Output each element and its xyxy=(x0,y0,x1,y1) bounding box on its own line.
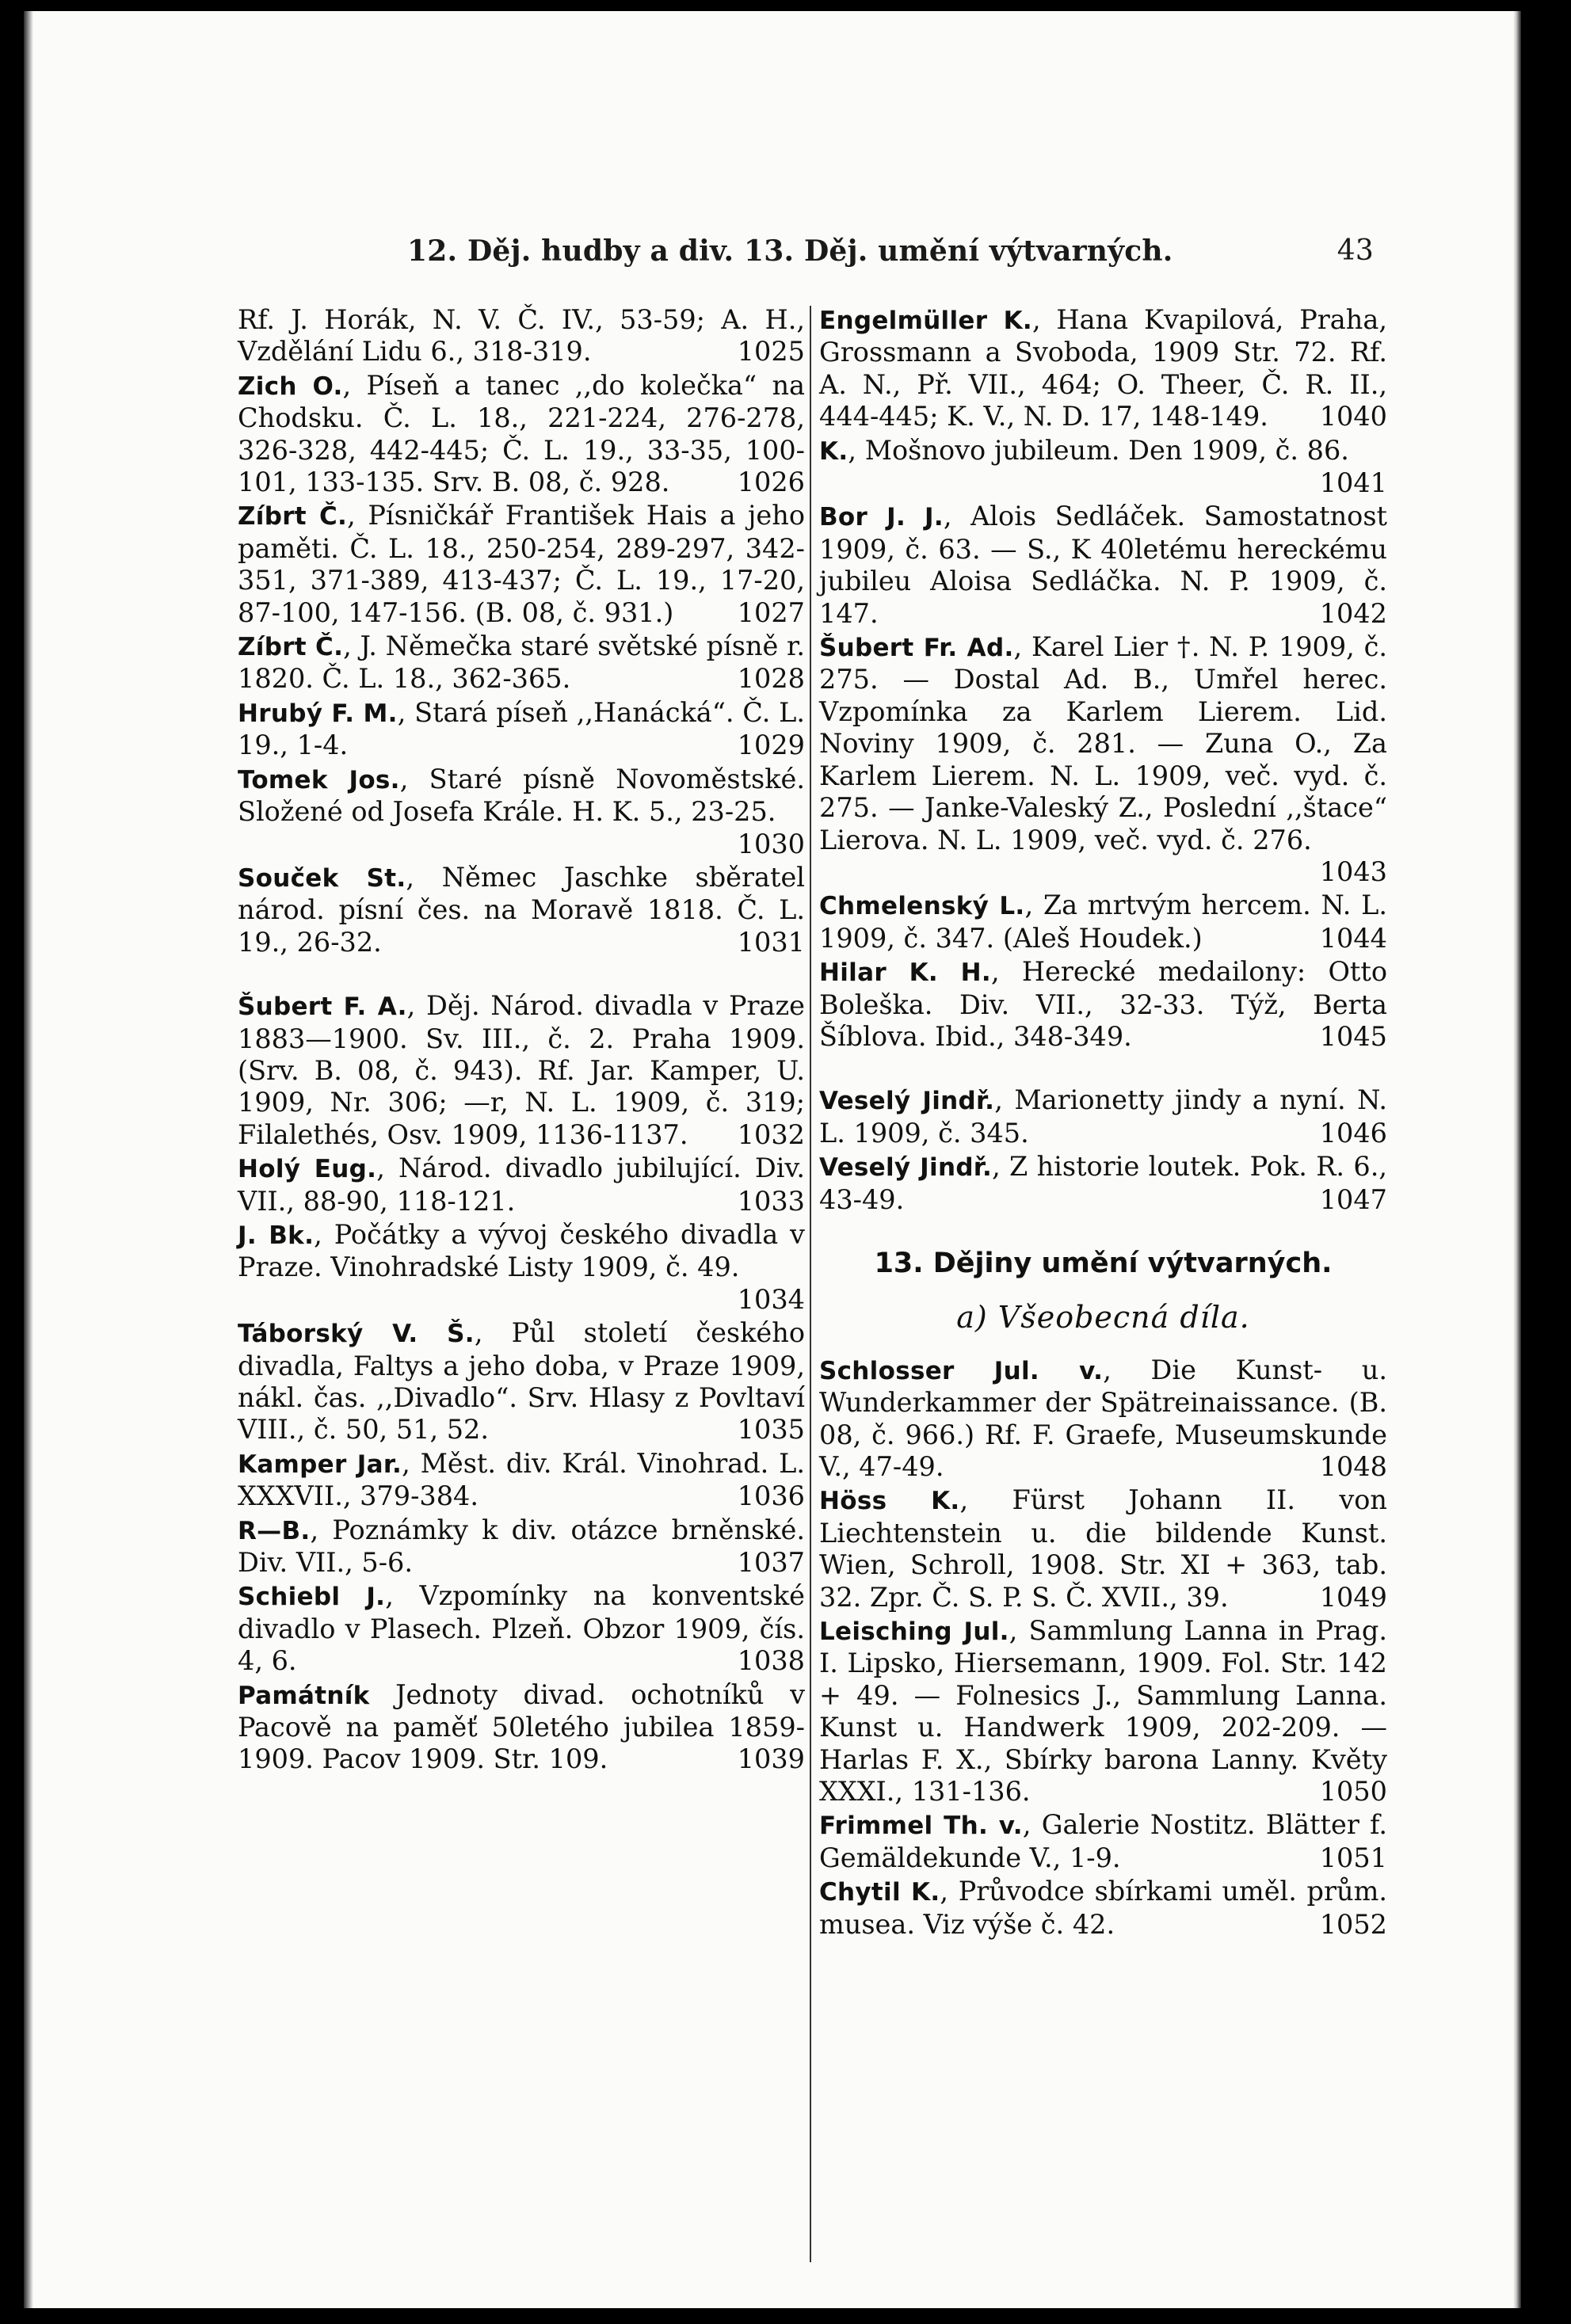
entry-author: Schiebl J. xyxy=(238,1583,386,1612)
entry-number: 1049 xyxy=(1319,1581,1387,1613)
bibliography-entry xyxy=(819,1876,1387,1941)
bibliography-entry xyxy=(819,435,1387,500)
entry-number: 1031 xyxy=(737,926,805,958)
entry-number: 1026 xyxy=(737,467,805,498)
bibliography-entry xyxy=(819,304,1387,433)
page-right-edge xyxy=(1513,11,1521,2308)
spacer xyxy=(819,1054,1387,1084)
entry-number: 1039 xyxy=(737,1743,805,1775)
entry-author: Šubert F. A. xyxy=(238,992,407,1022)
entry-author: Památník xyxy=(238,1681,370,1710)
right-entries-puppetry xyxy=(819,1084,1387,1216)
entry-text: , Měst. div. Král. Vinohrad. L. XXXVII., 379-384. xyxy=(238,1447,805,1512)
entry-author: Frimmel Th. v. xyxy=(819,1812,1023,1841)
right-column xyxy=(819,304,1387,1942)
entry-number: 1041 xyxy=(1319,467,1387,499)
entry-text: , Z historie loutek. Pok. R. 6., 43-49. xyxy=(819,1151,1387,1215)
entry-number: 1030 xyxy=(737,828,805,859)
bibliography-entry xyxy=(238,500,805,629)
spacer xyxy=(238,960,805,990)
entry-number: 1029 xyxy=(737,730,805,761)
entry-number: 1052 xyxy=(1319,1908,1387,1940)
entry-author: R—B. xyxy=(238,1516,311,1545)
bibliography-entry xyxy=(238,1679,805,1776)
entry-text: , Galerie Nostitz. Blätter f. Gemäldekunde V., 1-9. xyxy=(819,1809,1387,1873)
entry-text: , Písničkář František Hais a jeho paměti. Č. L. 18., 250-254, 289-297, 342-351, 371-389, 413-437; Č. L. 19., 17-20, 87-100, 147-156. (B. 08, č. 931.) xyxy=(238,500,806,628)
entry-author: Zich O. xyxy=(238,371,343,401)
bibliography-entry xyxy=(819,890,1387,954)
entry-author: Veselý Jindř. xyxy=(819,1153,993,1183)
entry-author: Höss K. xyxy=(819,1487,960,1516)
bibliography-entry xyxy=(819,1354,1387,1484)
bibliography-entry xyxy=(238,697,805,762)
entry-text: , Za mrtvým hercem. N. L. 1909, č. 347. (Aleš Houdek.) xyxy=(819,890,1387,954)
entry-author: Leisching Jul. xyxy=(819,1617,1009,1647)
entry-number: 1050 xyxy=(1319,1776,1387,1808)
entry-number: 1025 xyxy=(737,336,805,368)
bibliography-entry xyxy=(238,370,805,499)
bibliography-entry xyxy=(819,1615,1387,1808)
entry-author: Chmelenský L. xyxy=(819,892,1025,921)
entry-text: , Karel Lier †. N. P. 1909, č. 275. — Dostal Ad. B., Umřel herec. Vzpomínka za Karlem Lierem. Lid. Noviny 1909, č. 281. — Zuna O., Za Karlem Lierem. N. L. 1909, več. vyd. č. 275. — Janke-Valeský Z., Poslední ,,štace“ Lierova. N. L. 1909, več. vyd. č. 276. xyxy=(819,631,1387,855)
entry-author: Zíbrt Č. xyxy=(238,633,344,662)
bibliography-entry xyxy=(819,631,1387,888)
entry-text: , Fürst Johann II. von Liechtenstein u. die bildende Kunst. Wien, Schroll, 1908. Str. XI + 363, tab. 32. Zpr. Č. S. P. S. Č. XVII., 39. xyxy=(819,1484,1388,1613)
entry-author: Zíbrt Č. xyxy=(238,502,348,531)
entry-author: Bor J. J. xyxy=(819,503,944,532)
entry-text: , Marionetty jindy a nyní. N. L. 1909, č. 345. xyxy=(819,1084,1388,1149)
entry-number: 1032 xyxy=(737,1118,805,1150)
bibliography-entry xyxy=(238,1317,805,1446)
bibliography-entry xyxy=(238,1219,805,1316)
entry-author: Holý Eug. xyxy=(238,1155,377,1184)
bibliography-entry xyxy=(238,1152,805,1217)
entry-text: , Stará píseň ,,Hanácká“. Č. L. 19., 1-4. xyxy=(238,696,805,761)
bibliography-entry xyxy=(819,501,1387,630)
section-heading: 13. Dějiny umění výtvarných. xyxy=(874,1247,1333,1279)
subsection-heading: a) Všeobecná díla. xyxy=(956,1300,1250,1335)
right-entries-art-history xyxy=(819,1354,1387,1941)
right-entries-actors xyxy=(819,304,1387,1053)
entry-author: Engelmüller K. xyxy=(819,307,1032,335)
entry-author: Schlosser Jul. v. xyxy=(819,1356,1104,1385)
column-divider xyxy=(810,306,811,2262)
entry-text: , Herecké medailony: Otto Boleška. Div. VII., 32-33. Týž, Berta Šíblova. Ibid., 348-349. xyxy=(819,956,1388,1052)
entry-number: 1046 xyxy=(1319,1117,1387,1149)
entry-text: , Píseň a tanec ,,do kolečka“ na Chodsku. Č. L. 18., 221-224, 276-278, 326-328, 442-445; Č. L. 19., 33-35, 100-101, 133-135. Srv. B. 08, č. 928. xyxy=(238,369,806,498)
entry-author: K. xyxy=(819,436,848,466)
entry-number: 1043 xyxy=(1319,855,1387,887)
entry-text: , Vzpomínky na konventské divadlo v Plasech. Plzeň. Obzor 1909, čís. 4, 6. xyxy=(238,1580,805,1677)
entry-number: 1027 xyxy=(737,596,805,628)
entry-text: , Národ. divadlo jubilující. Div. VII., 88-90, 118-121. xyxy=(238,1152,806,1217)
running-header-title: 12. Děj. hudby a div. 13. Děj. umění výtvarných. xyxy=(407,234,1173,268)
entry-text: , Půl století českého divadla, Faltys a jeho doba, v Praze 1909, nákl. čas. ,,Divadlo“. Srv. Hlasy z Povltaví VIII., č. 50, 51, 52. xyxy=(238,1317,805,1446)
bibliography-entry xyxy=(819,1809,1387,1874)
entry-author: Souček St. xyxy=(238,863,406,893)
entry-author: Hilar K. H. xyxy=(819,958,991,988)
entry-text: , Děj. Národ. divadla v Praze 1883—1900. Sv. III., č. 2. Praha 1909. (Srv. B. 08, č. 943). Rf. Jar. Kamper, U. 1909, Nr. 306; —r, N. L. 1909, č. 319; Filalethés, Osv. 1909, 1136-1137. xyxy=(238,990,805,1150)
entry-text: , Průvodce sbírkami uměl. prům. musea. Viz výše č. 42. xyxy=(819,1876,1387,1940)
entry-number: 1051 xyxy=(1319,1842,1387,1873)
entry-text: , Alois Sedláček. Samostatnost 1909, č. 63. — S., K 40letému hereckému jubileu Aloisa Sedláčka. N. P. 1909, č. 147. xyxy=(819,501,1387,629)
entry-author: Kamper Jar. xyxy=(238,1450,402,1479)
entry-author: Chytil K. xyxy=(819,1878,940,1907)
entry-number: 1028 xyxy=(737,663,805,695)
entry-text: , Poznámky k div. otázce brněnské. Div. VII., 5-6. xyxy=(238,1514,805,1579)
entry-number: 1033 xyxy=(737,1185,805,1217)
entry-text: , Staré písně Novoměstské. Složené od Josefa Krále. H. K. 5., 23-25. xyxy=(238,763,805,828)
left-entries-music xyxy=(238,304,805,958)
bibliography-entry xyxy=(819,1084,1387,1149)
entry-text: , Mošnovo jubileum. Den 1909, č. 86. xyxy=(848,434,1349,466)
entry-number: 1034 xyxy=(737,1283,805,1315)
entry-text: , J. Němečka staré světské písně r. 1820. Č. L. 18., 362-365. xyxy=(238,631,806,695)
entry-text: , Die Kunst- u. Wunderkammer der Spätreinaissance. (B. 08, č. 966.) Rf. F. Graefe, Museumskunde V., 47-49. xyxy=(819,1354,1387,1482)
entry-text: Jednoty divad. ochotníků v Pacově na paměť 50letého jubilea 1859-1909. Pacov 1909. Str. 109. xyxy=(238,1678,805,1775)
entry-number: 1036 xyxy=(737,1480,805,1512)
page-left-edge xyxy=(24,11,33,2308)
bibliography-entry xyxy=(819,1484,1387,1613)
bibliography-entry xyxy=(238,1448,805,1513)
entry-text: , Němec Jaschke sběratel národ. písní čes. na Moravě 1818. Č. L. 19., 26-32. xyxy=(238,861,805,958)
entry-number: 1045 xyxy=(1319,1020,1387,1052)
entry-number: 1044 xyxy=(1319,922,1387,954)
entry-number: 1037 xyxy=(737,1547,805,1579)
bibliography-entry xyxy=(238,631,805,695)
entry-number: 1038 xyxy=(737,1645,805,1677)
entry-author: Táborský V. Š. xyxy=(238,1320,475,1349)
left-entries-theatre xyxy=(238,990,805,1776)
entry-text: , Počátky a vývoj českého divadla v Praze. Vinohradské Listy 1909, č. 49. xyxy=(238,1218,805,1283)
bibliography-entry xyxy=(238,990,805,1151)
entry-author: Šubert Fr. Ad. xyxy=(819,634,1014,663)
bibliography-entry xyxy=(819,956,1387,1053)
entry-text: Rf. J. Horák, N. V. Č. IV., 53-59; A. H., Vzdělání Lidu 6., 318-319. xyxy=(238,304,805,368)
entry-author: Veselý Jindř. xyxy=(819,1087,995,1116)
entry-author: Tomek Jos. xyxy=(238,765,400,794)
entry-number: 1035 xyxy=(737,1414,805,1446)
bibliography-entry xyxy=(238,304,805,368)
entry-number: 1047 xyxy=(1319,1183,1387,1215)
bibliography-entry xyxy=(238,764,805,860)
bibliography-entry xyxy=(238,862,805,958)
entry-number: 1048 xyxy=(1319,1451,1387,1482)
bibliography-entry xyxy=(238,1580,805,1677)
left-column xyxy=(238,304,805,1777)
entry-author: Hrubý F. M. xyxy=(238,699,398,728)
book-page xyxy=(24,11,1521,2308)
page-number: 43 xyxy=(1336,234,1374,267)
bibliography-entry xyxy=(238,1514,805,1579)
entry-text: , Hana Kvapilová, Praha, Grossmann a Svoboda, 1909 Str. 72. Rf. A. N., Př. VII., 464; O. Theer, Č. R. II., 444-445; K. V., N. D. 17, 148-149. xyxy=(819,304,1387,432)
entry-author: J. Bk. xyxy=(238,1221,315,1250)
entry-number: 1042 xyxy=(1319,597,1387,629)
running-header xyxy=(407,234,1374,268)
entry-text: , Sammlung Lanna in Prag. I. Lipsko, Hiersemann, 1909. Fol. Str. 142 + 49. — Folnesics J., Sammlung Lanna. Kunst u. Handwerk 1909, 202-209. — Harlas F. X., Sbírky barona Lanny. Květy XXXI., 131-136. xyxy=(819,1615,1387,1808)
entry-number: 1040 xyxy=(1319,401,1387,432)
bibliography-entry xyxy=(819,1151,1387,1216)
